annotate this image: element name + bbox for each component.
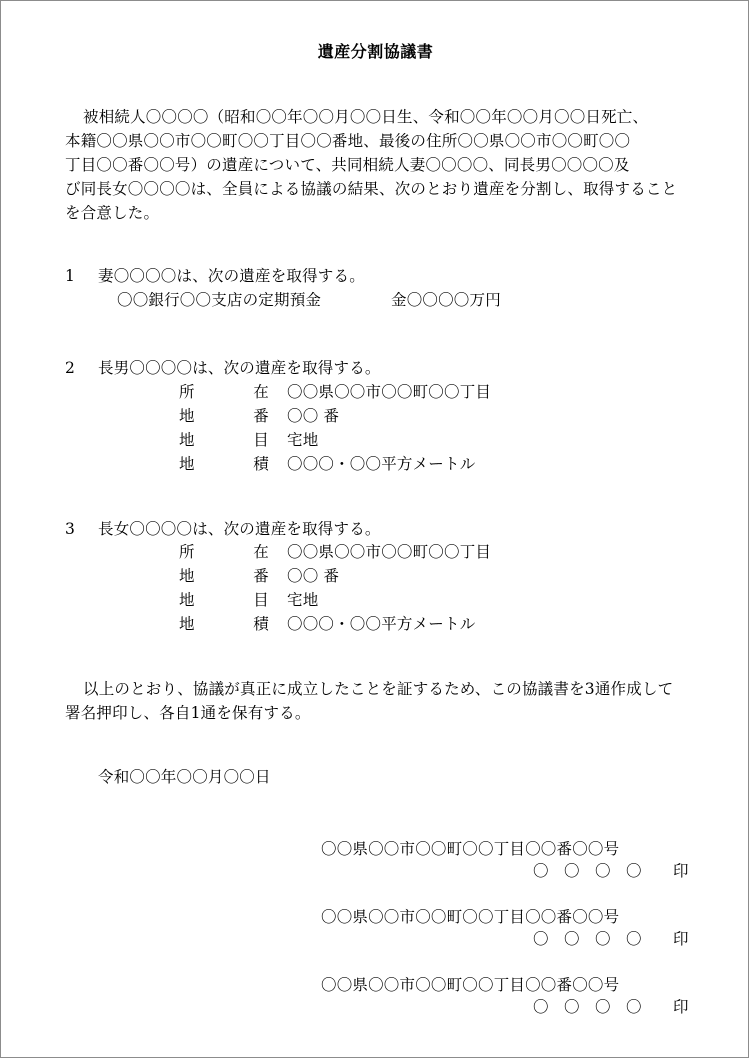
property-label-area: 地 積	[179, 615, 269, 633]
property-label-lot: 地 番	[179, 567, 269, 585]
preamble-line: 丁目〇〇番〇〇号）の遺産について、共同相続人妻〇〇〇〇、同長男〇〇〇〇及	[65, 156, 630, 174]
property-category: 宅地	[287, 591, 319, 609]
property-label-location: 所 在	[179, 383, 269, 401]
signatory-address: 〇〇県〇〇市〇〇町〇〇丁目〇〇番〇〇号	[321, 840, 620, 858]
property-label-category: 地 目	[179, 431, 269, 449]
preamble-line: 被相続人〇〇〇〇（昭和〇〇年〇〇月〇〇日生、令和〇〇年〇〇月〇〇日死亡、	[83, 108, 649, 126]
signatory-address: 〇〇県〇〇市〇〇町〇〇丁目〇〇番〇〇号	[321, 976, 620, 994]
asset-description: 〇〇銀行〇〇支店の定期預金	[117, 291, 322, 309]
property-lot: 〇〇 番	[287, 407, 340, 425]
document-date: 令和〇〇年〇〇月〇〇日	[98, 768, 271, 786]
seal-mark: 印	[673, 998, 689, 1016]
property-label-lot: 地 番	[179, 407, 269, 425]
property-label-location: 所 在	[179, 543, 269, 561]
seal-mark: 印	[673, 930, 689, 948]
preamble-line: を合意した。	[65, 204, 160, 222]
property-category: 宅地	[287, 431, 319, 449]
item-number: 3	[65, 520, 76, 538]
property-area: 〇〇〇・〇〇平方メートル	[287, 455, 476, 473]
property-location: 〇〇県〇〇市〇〇町〇〇丁目	[287, 543, 492, 561]
property-area: 〇〇〇・〇〇平方メートル	[287, 615, 476, 633]
property-location: 〇〇県〇〇市〇〇町〇〇丁目	[287, 383, 492, 401]
seal-mark: 印	[673, 862, 689, 880]
closing-line: 署名押印し、各自1通を保有する。	[65, 704, 311, 722]
closing-line: 以上のとおり、協議が真正に成立したことを証するため、この協議書を3通作成して	[83, 680, 674, 698]
item-number: 1	[65, 267, 76, 285]
signatory-name: 〇 〇 〇 〇	[533, 862, 642, 880]
item-heading: 妻〇〇〇〇は、次の遺産を取得する。	[98, 267, 365, 285]
item-heading: 長男〇〇〇〇は、次の遺産を取得する。	[98, 359, 381, 377]
preamble-line: び同長女〇〇〇〇は、全員による協議の結果、次のとおり遺産を分割し、取得すること	[65, 180, 678, 198]
signatory-address: 〇〇県〇〇市〇〇町〇〇丁目〇〇番〇〇号	[321, 908, 620, 926]
asset-amount: 金〇〇〇〇万円	[391, 291, 501, 309]
signatory-name: 〇 〇 〇 〇	[533, 998, 642, 1016]
property-label-area: 地 積	[179, 455, 269, 473]
property-label-category: 地 目	[179, 591, 269, 609]
preamble-line: 本籍〇〇県〇〇市〇〇町〇〇丁目〇〇番地、最後の住所〇〇県〇〇市〇〇町〇〇	[65, 132, 631, 150]
property-lot: 〇〇 番	[287, 567, 340, 585]
document-title: 遺産分割協議書	[317, 42, 434, 61]
item-number: 2	[65, 359, 76, 377]
signatory-name: 〇 〇 〇 〇	[533, 930, 642, 948]
item-heading: 長女〇〇〇〇は、次の遺産を取得する。	[98, 520, 381, 538]
